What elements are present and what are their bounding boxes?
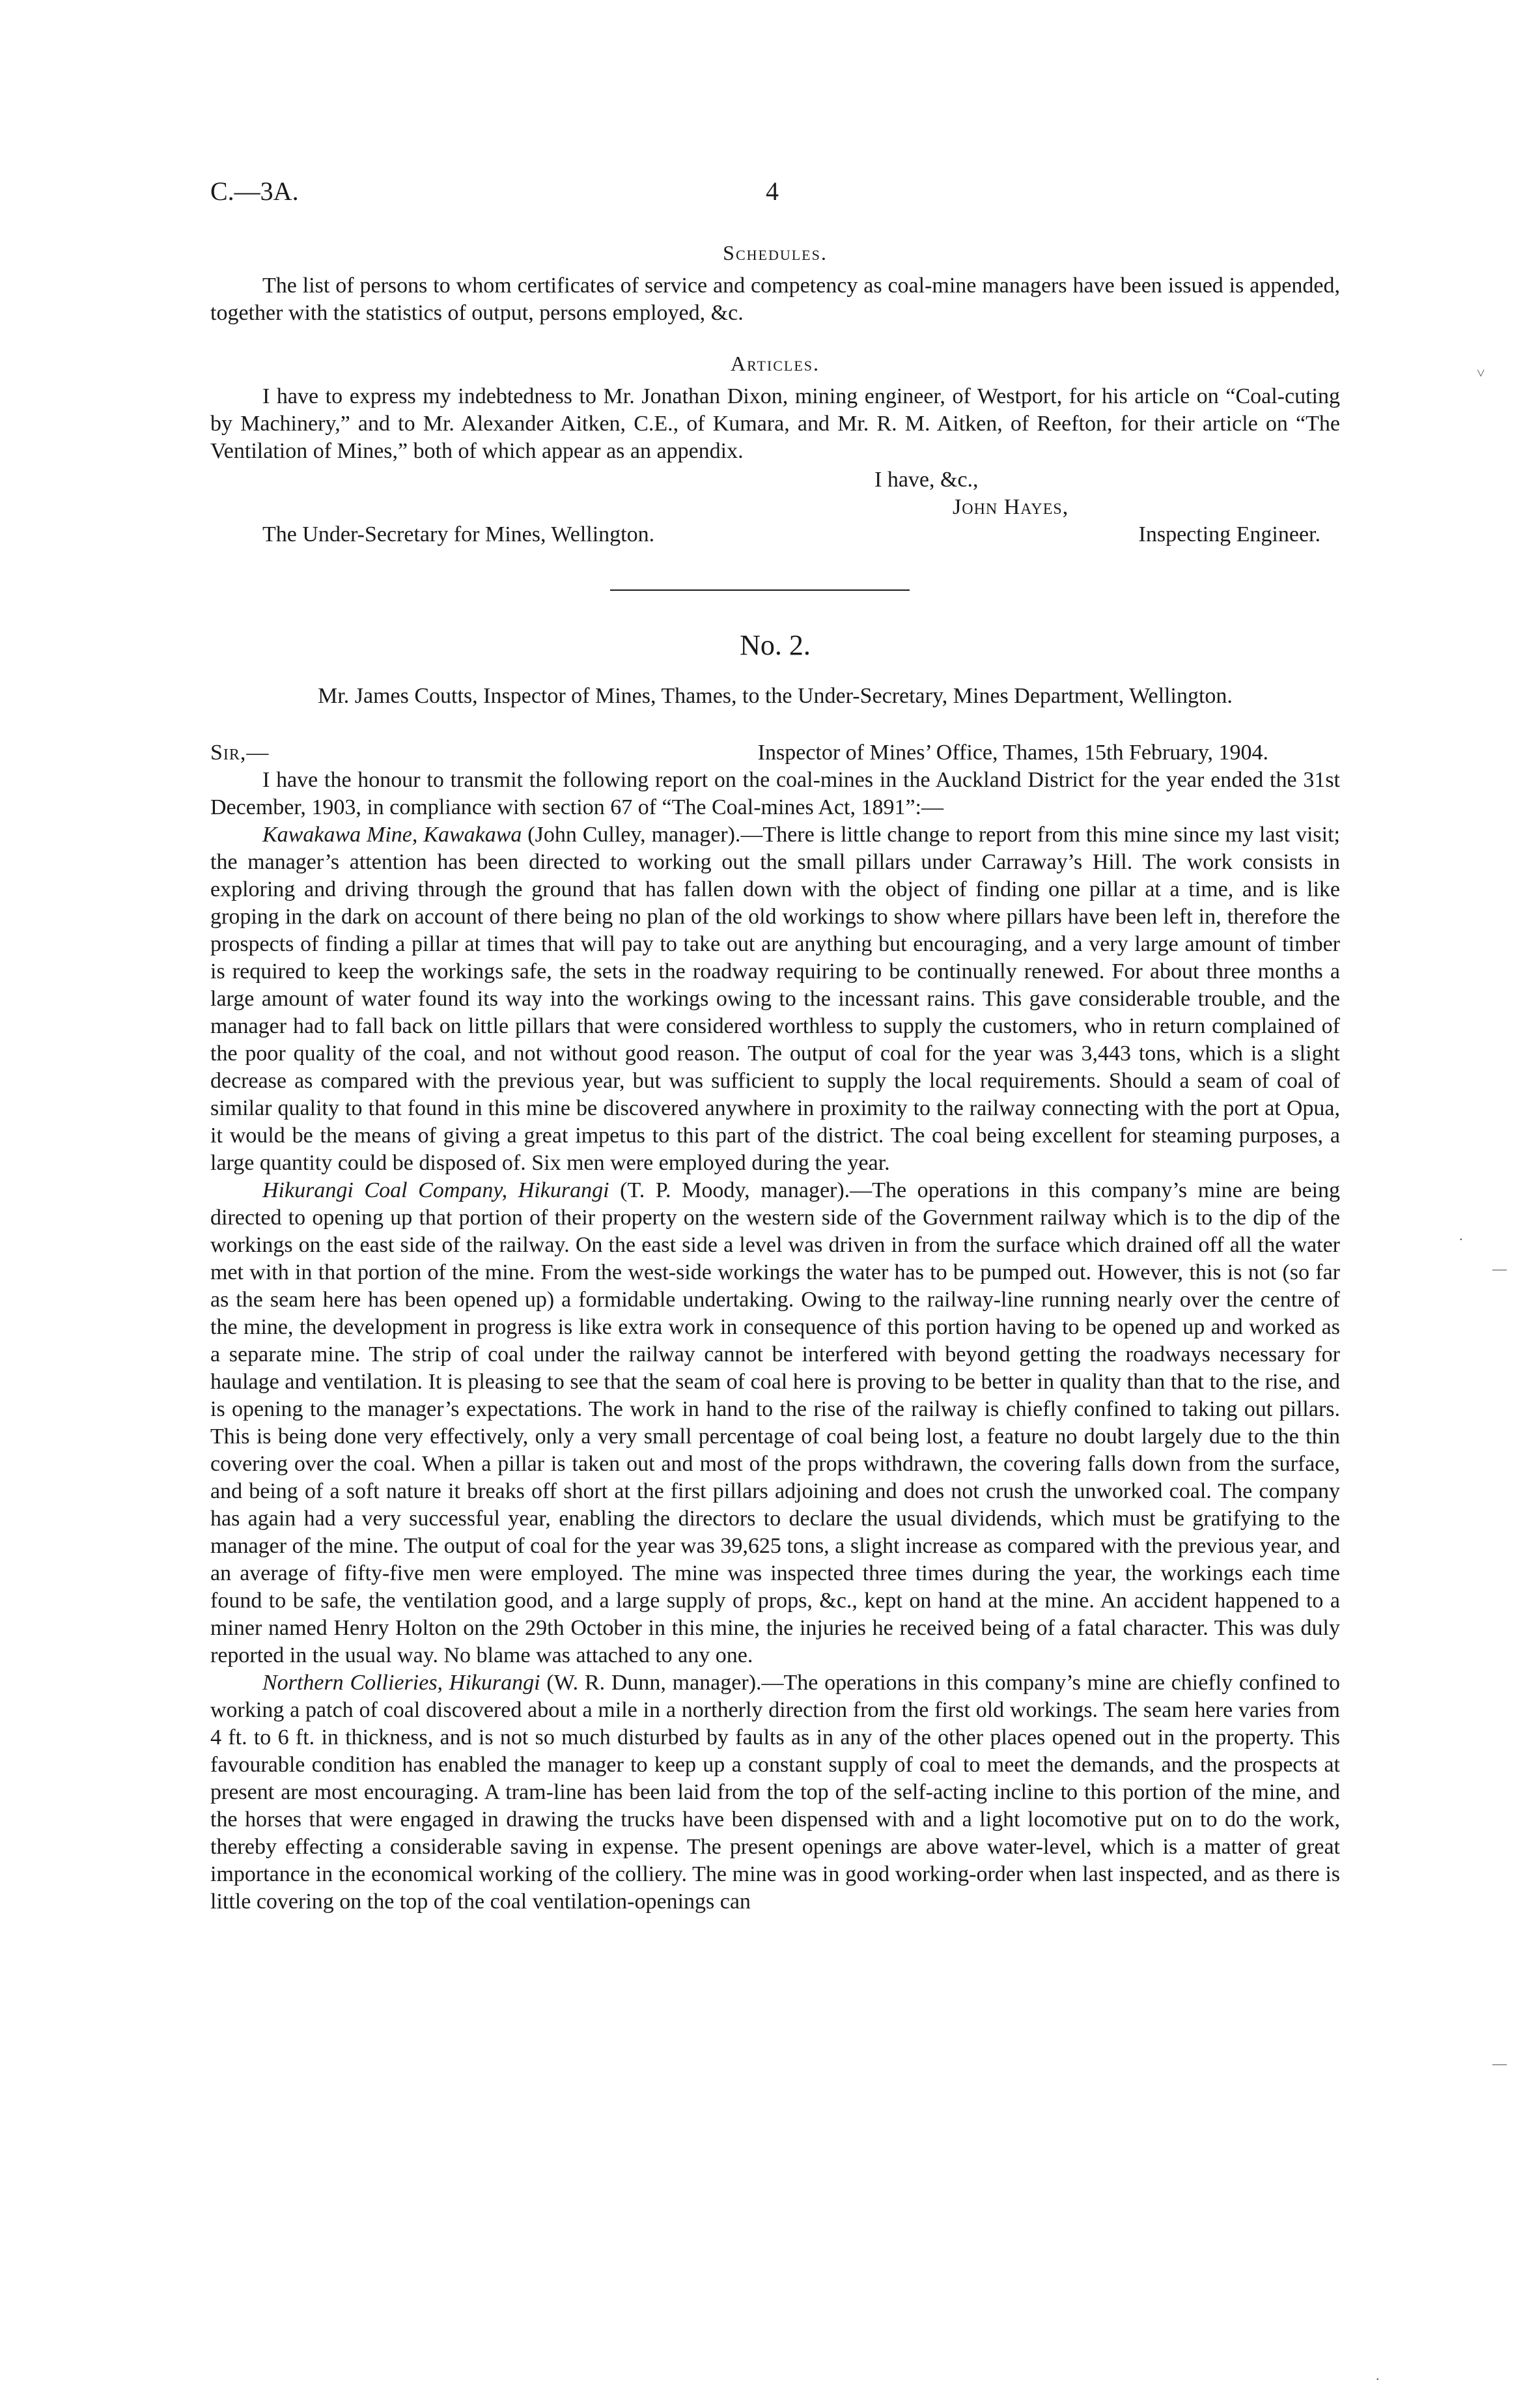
schedules-heading: Schedules. [723, 241, 828, 264]
northern-title: Northern Collieries, Hikurangi [262, 1671, 540, 1695]
report-body [210, 739, 1340, 1916]
signatory-title: Inspecting Engineer. [1138, 522, 1320, 546]
addressee: The Under-Secretary for Mines, Wellington. [262, 522, 655, 546]
articles-paragraph [210, 383, 1340, 465]
schedules-text: The list of persons to whom certificates of service and competency as coal-mine managers have been issued is appended, together with the statistics of output, persons employed, &c. [210, 274, 1340, 325]
articles-heading: Articles. [730, 352, 820, 375]
section-divider [610, 589, 910, 591]
margin-mark: ˅ [1477, 365, 1485, 381]
kawakawa-text: (John Culley, manager).—There is little change to report from this mine since my last visit; the manager’s attention has been directed to working out the small pillars under Carraway’s Hill. The work consists in exploring and driving through the ground that has fallen down with the object of finding one pillar at a time, and is like groping in the dark on account of there being no plan of the old workings to show where pillars have been left in, therefore the prospects of finding a pillar at times that will pay to take out are anything but encouraging, and a very large amount of timber is required to keep the workings safe, the sets in the roadway requiring to be continually renewed. For about three months a large amount of water found its way into the workings owing to the incessant rains. This gave considerable trouble, and the manager had to fall back on little pillars that were considered worthless to supply the customers, who in return complained of the poor quality of the coal, and not without good reason. The output of coal for the year was 3,443 tons, which is a slight decrease as compared with the previous year, but was sufficient to supply the local requirements. Should a seam of coal of similar quality to that found in this mine be discovered anywhere in proximity to the railway connecting with the port at Opua, it would be the means of giving a great impetus to this part of the district. The coal being excellent for steaming purposes, a large quantity could be disposed of. Six men were employed during the year. [210, 823, 1341, 1175]
signatory-name: John Hayes, [953, 495, 1069, 519]
margin-mark: · [1375, 2371, 1380, 2387]
report-number: No. 2. [740, 629, 811, 661]
margin-mark: — [1492, 2055, 1507, 2071]
northern-paragraph [210, 1669, 1340, 1916]
margin-mark: · [1459, 1231, 1464, 1247]
salutation-line [210, 739, 1340, 767]
kawakawa-paragraph [210, 821, 1340, 1177]
page-number: 4 [766, 177, 779, 206]
closing-phrase: I have, &c., [874, 468, 979, 492]
hikurangi-text: (T. P. Moody, manager).—The operations in this company’s mine are being directed to opening up that portion of their property on the western side of the Government railway which is to the dip of the workings on the east side of the railway. On the east side a level was driven in from the surface which drained off all the water met with in that portion of the mine. From the west-side workings the water has to be pumped out. However, this is not (so far as the seam here has been opened up) a formidable undertaking. Owing to the railway-line running nearly over the centre of the mine, the development in progress is like extra work in consequence of this portion having to be opened up and worked as a separate mine. The strip of coal under the railway cannot be interfered with beyond getting the roadways necessary for haulage and ventilation. It is pleasing to see that the seam of coal here is proving to be better in quality than that to the rise, and is opening to the manager’s expectations. The work in hand to the rise of the railway is chiefly confined to taking out pillars. This is being done very effectively, only a very small percentage of coal being lost, a feature no doubt largely due to the thin covering over the coal. When a pillar is taken out and most of the props withdrawn, the covering falls down from the surface, and being of a soft nature it breaks off short at the first pillars adjoining and does not crush the unworked coal. The company has again had a very successful year, enabling the directors to declare the usual dividends, which must be gratifying to the manager of the mine. The output of coal for the year was 39,625 tons, a slight increase as compared with the previous year, and an average of fifty-five men were employed. The mine was inspected three times during the year, the workings each time found to be safe, the ventilation good, and a large supply of props, &c., kept on hand at the mine. An accident happened to a miner named Henry Holton on the 29th October in this mine, the injuries he received being of a fatal character. This was duly reported in the usual way. No blame was attached to any one. [210, 1178, 1341, 1667]
report-address: Mr. James Coutts, Inspector of Mines, Thames, to the Under-Secretary, Mines Department, Wellington. [318, 684, 1233, 708]
signature-line [210, 521, 1340, 548]
articles-text: I have to express my indebtedness to Mr. Jonathan Dixon, mining engineer, of Westport, for his article on “Coal-cuting by Machinery,” and to Mr. Alexander Aitken, C.E., of Kumara, and Mr. R. M. Aitken, of Reefton, for their article on “The Ventilation of Mines,” both of which appear as an appendix. [210, 384, 1340, 463]
hikurangi-title: Hikurangi Coal Company, Hikurangi [262, 1178, 609, 1202]
schedules-paragraph [210, 272, 1340, 327]
signature-block [210, 466, 1340, 548]
margin-mark: — [1492, 1260, 1507, 1277]
northern-text: (W. R. Dunn, manager).—The operations in this company’s mine are chiefly confined to working a patch of coal discovered about a mile in a northerly direction from the first old workings. The seam here varies from 4 ft. to 6 ft. in thickness, and is not so much disturbed by faults as in any of the other places opened out in the property. This favourable condition has enabled the manager to keep up a constant supply of coal to meet the demands, and the prospects at present are most encouraging. A tram-line has been laid from the top of the self-acting incline to this portion of the mine, and the horses that were engaged in drawing the trucks have been dispensed with and a light locomotive put on to do the work, thereby effecting a considerable saving in expense. The present openings are above water-level, which is a matter of great importance in the economical working of the colliery. The mine was in good working-order when last inspected, and as there is little covering on the top of the coal ventilation-openings can [210, 1671, 1340, 1914]
kawakawa-title: Kawakawa Mine, Kawakawa [262, 823, 522, 847]
report-code: C.—3A. [210, 177, 299, 206]
salutation: Sir,— [210, 741, 270, 765]
hikurangi-paragraph [210, 1177, 1340, 1669]
intro-paragraph: I have the honour to transmit the following report on the coal-mines in the Auckland District for the year ended the 31st December, 1903, in compliance with section 67 of “The Coal-mines Act, 1891”:— [210, 768, 1340, 819]
office-date: Inspector of Mines’ Office, Thames, 15th February, 1904. [757, 741, 1268, 765]
